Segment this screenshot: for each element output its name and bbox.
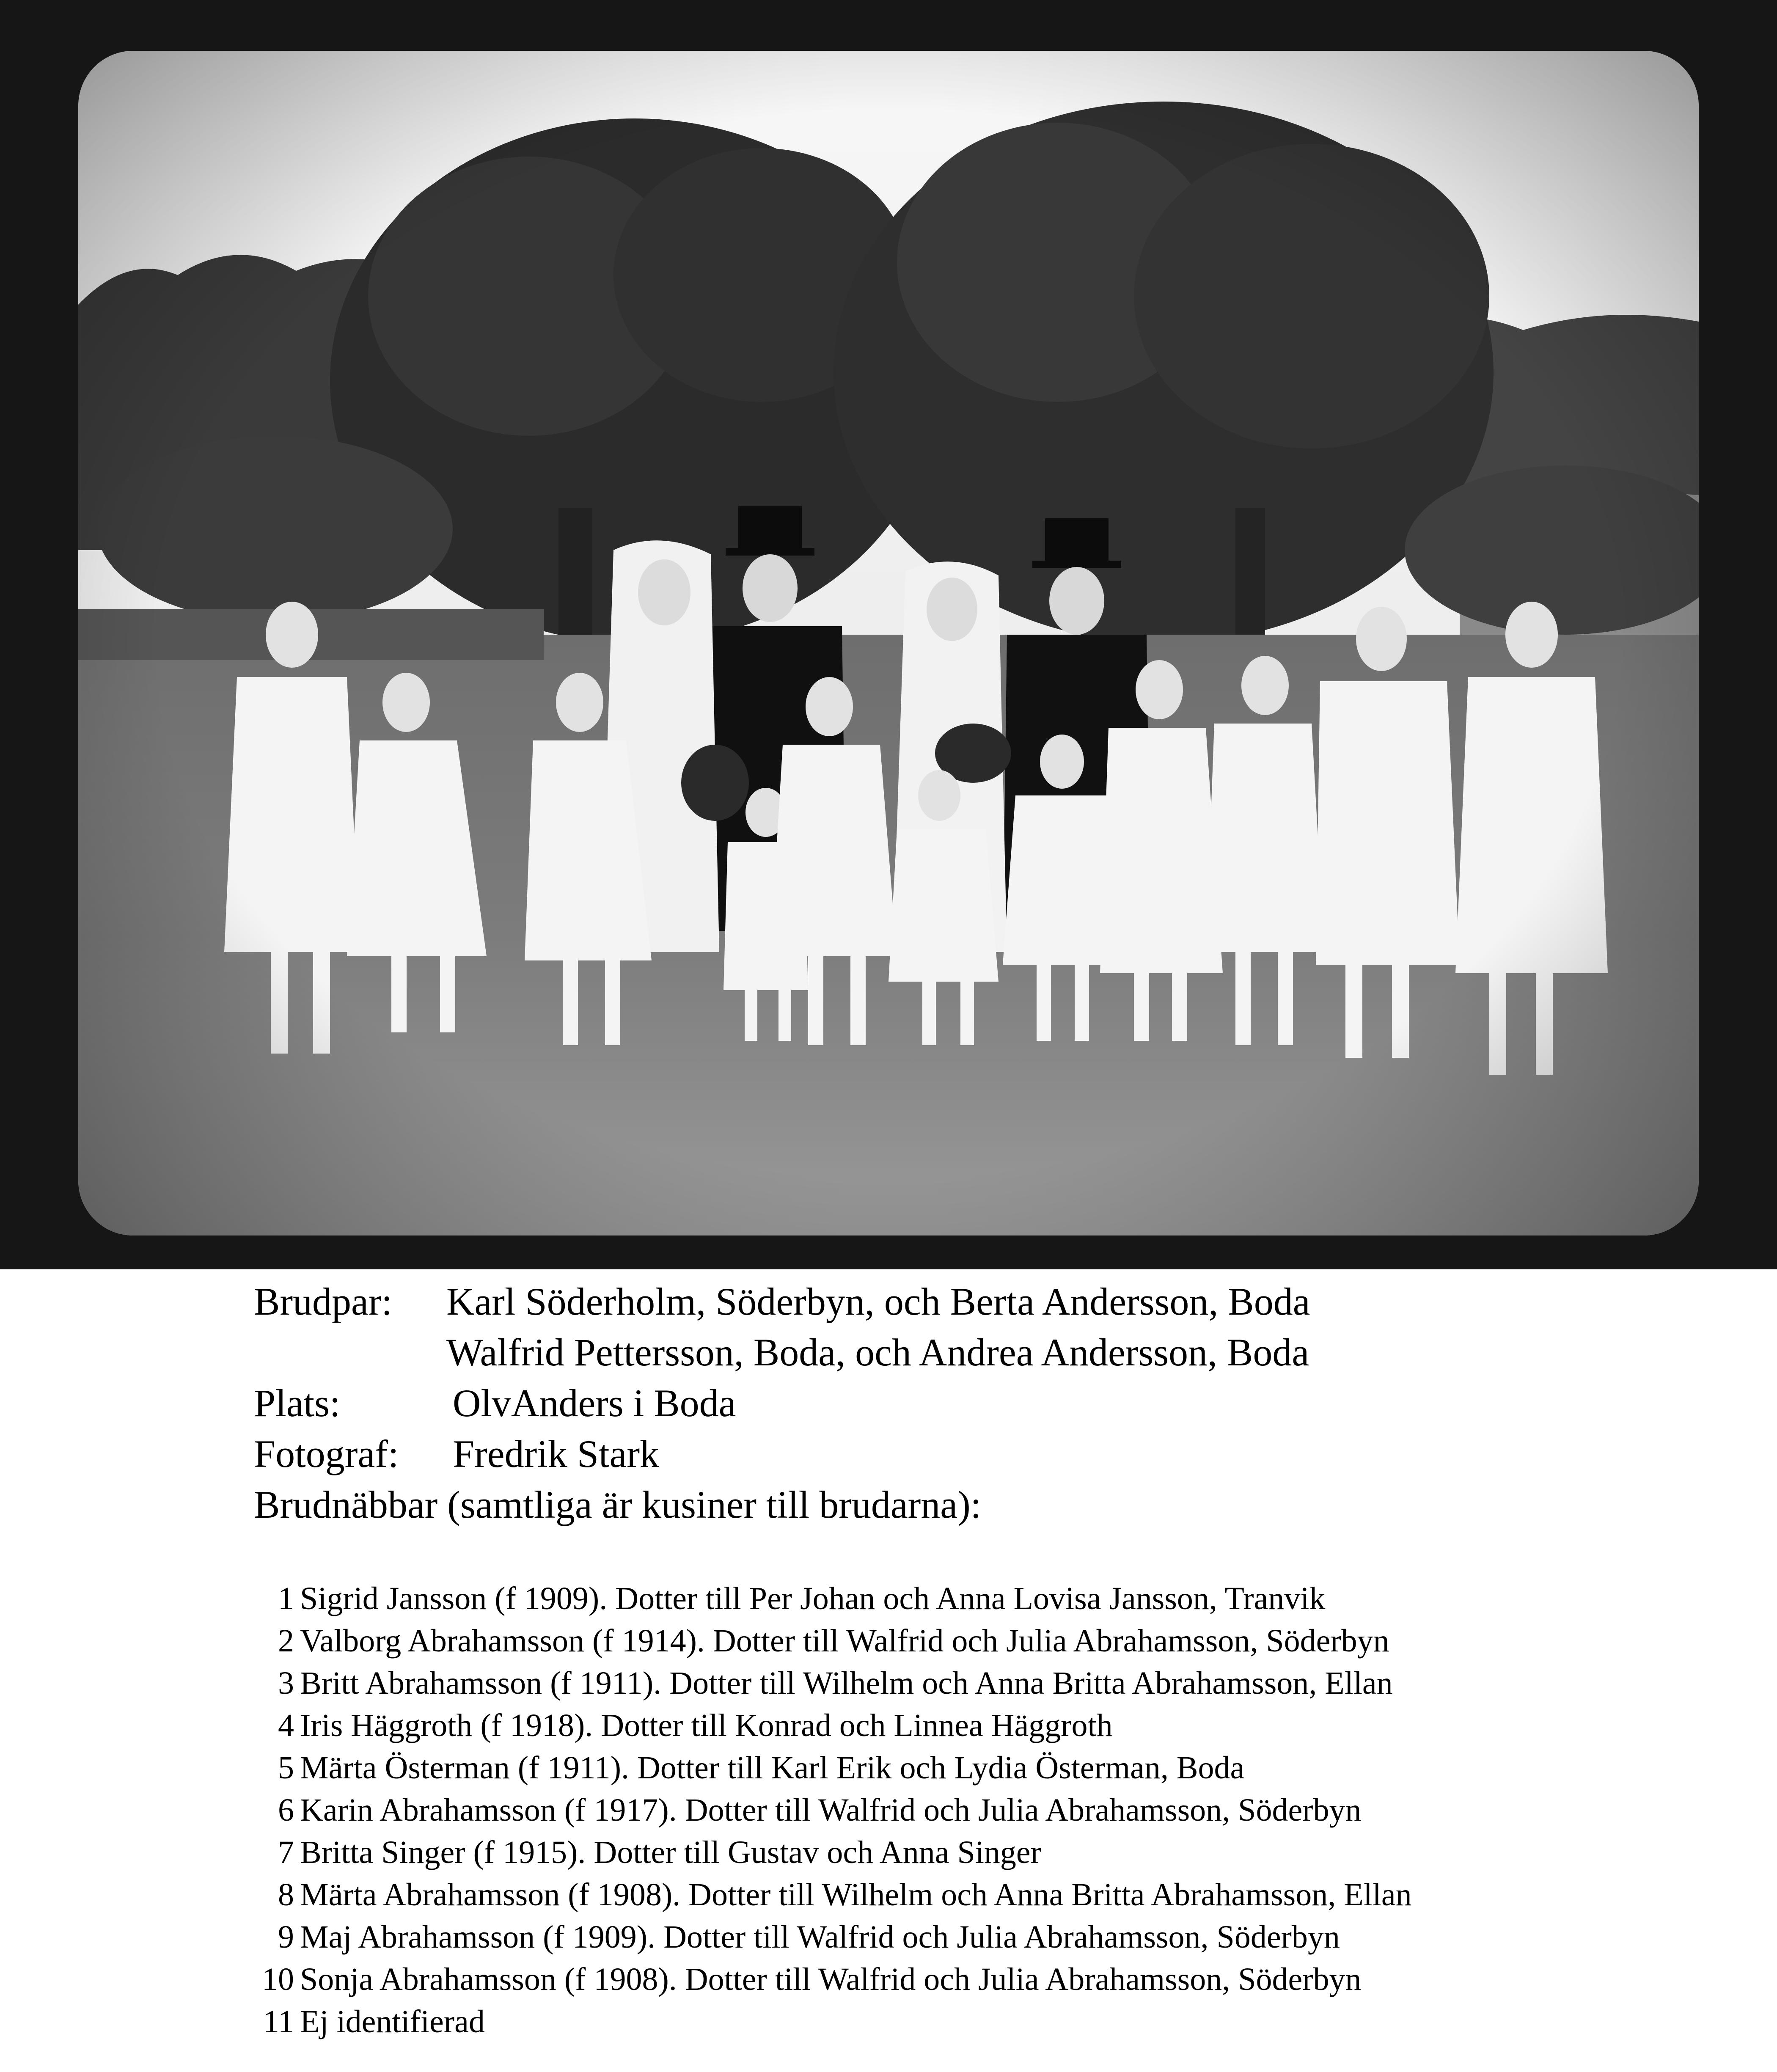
list-item-number: 7 <box>278 1835 294 1870</box>
list-item-number: 2 <box>278 1623 294 1659</box>
list-item <box>252 1879 1412 1911</box>
list-item <box>252 1667 1393 1699</box>
fotograf-value: Fredrik Stark <box>453 1432 660 1475</box>
list-item-text: Sonja Abrahamsson (f 1908). Dotter till Walfrid och Julia Abrahamsson, Söderbyn <box>300 1962 1362 1997</box>
list-item-number: 4 <box>278 1708 294 1743</box>
list-item-number: 5 <box>278 1750 294 1786</box>
list-item-text: Märta Abrahamsson (f 1908). Dotter till Wilhelm och Anna Britta Abrahamsson, Ellan <box>300 1877 1412 1912</box>
list-item-number: 10 <box>262 1962 294 1997</box>
list-item-text: Iris Häggroth (f 1918). Dotter till Konrad och Linnea Häggroth <box>300 1708 1113 1743</box>
list-item-number: 11 <box>263 2004 294 2039</box>
list-item-number: 9 <box>278 1919 294 1955</box>
plats-label: Plats: <box>254 1381 341 1425</box>
list-item <box>252 2006 485 2038</box>
list-item <box>252 1836 1041 1868</box>
list-item-text: Britt Abrahamsson (f 1911). Dotter till Wilhelm och Anna Britta Abrahamsson, Ellan <box>300 1665 1393 1701</box>
brudpar-line-2: Walfrid Pettersson, Boda, och Andrea Andersson, Boda <box>446 1331 1309 1374</box>
list-item <box>252 1625 1389 1657</box>
list-item <box>252 1794 1361 1826</box>
list-item <box>252 1963 1362 1995</box>
list-item-text: Karin Abrahamsson (f 1917). Dotter till Walfrid och Julia Abrahamsson, Söderbyn <box>300 1792 1362 1828</box>
list-item-number: 8 <box>278 1877 294 1912</box>
list-item-number: 6 <box>278 1792 294 1828</box>
plats-value: OlvAnders i Boda <box>453 1381 736 1425</box>
list-item-text: Britta Singer (f 1915). Dotter till Gustav och Anna Singer <box>300 1835 1041 1870</box>
brudpar-label: Brudpar: <box>254 1280 393 1323</box>
list-item <box>252 1709 1113 1742</box>
brudnabbar-heading: Brudnäbbar (samtliga är kusiner till brudarna): <box>254 1483 982 1526</box>
list-item <box>252 1921 1340 1953</box>
list-item <box>252 1582 1325 1615</box>
list-item-number: 3 <box>278 1665 294 1701</box>
list-item-text: Ej identifierad <box>300 2004 485 2039</box>
list-item-number: 1 <box>278 1581 294 1616</box>
list-item-text: Maj Abrahamsson (f 1909). Dotter till Walfrid och Julia Abrahamsson, Söderbyn <box>300 1919 1340 1955</box>
fotograf-label: Fotograf: <box>254 1432 399 1475</box>
brudpar-line-1: Karl Söderholm, Söderbyn, och Berta Andersson, Boda <box>446 1280 1310 1323</box>
list-item-text: Sigrid Jansson (f 1909). Dotter till Per Johan och Anna Lovisa Jansson, Tranvik <box>300 1581 1326 1616</box>
list-item-text: Valborg Abrahamsson (f 1914). Dotter till Walfrid och Julia Abrahamsson, Söderbyn <box>300 1623 1389 1659</box>
list-item <box>252 1752 1244 1784</box>
list-item-text: Märta Österman (f 1911). Dotter till Karl Erik och Lydia Österman, Boda <box>300 1750 1245 1786</box>
